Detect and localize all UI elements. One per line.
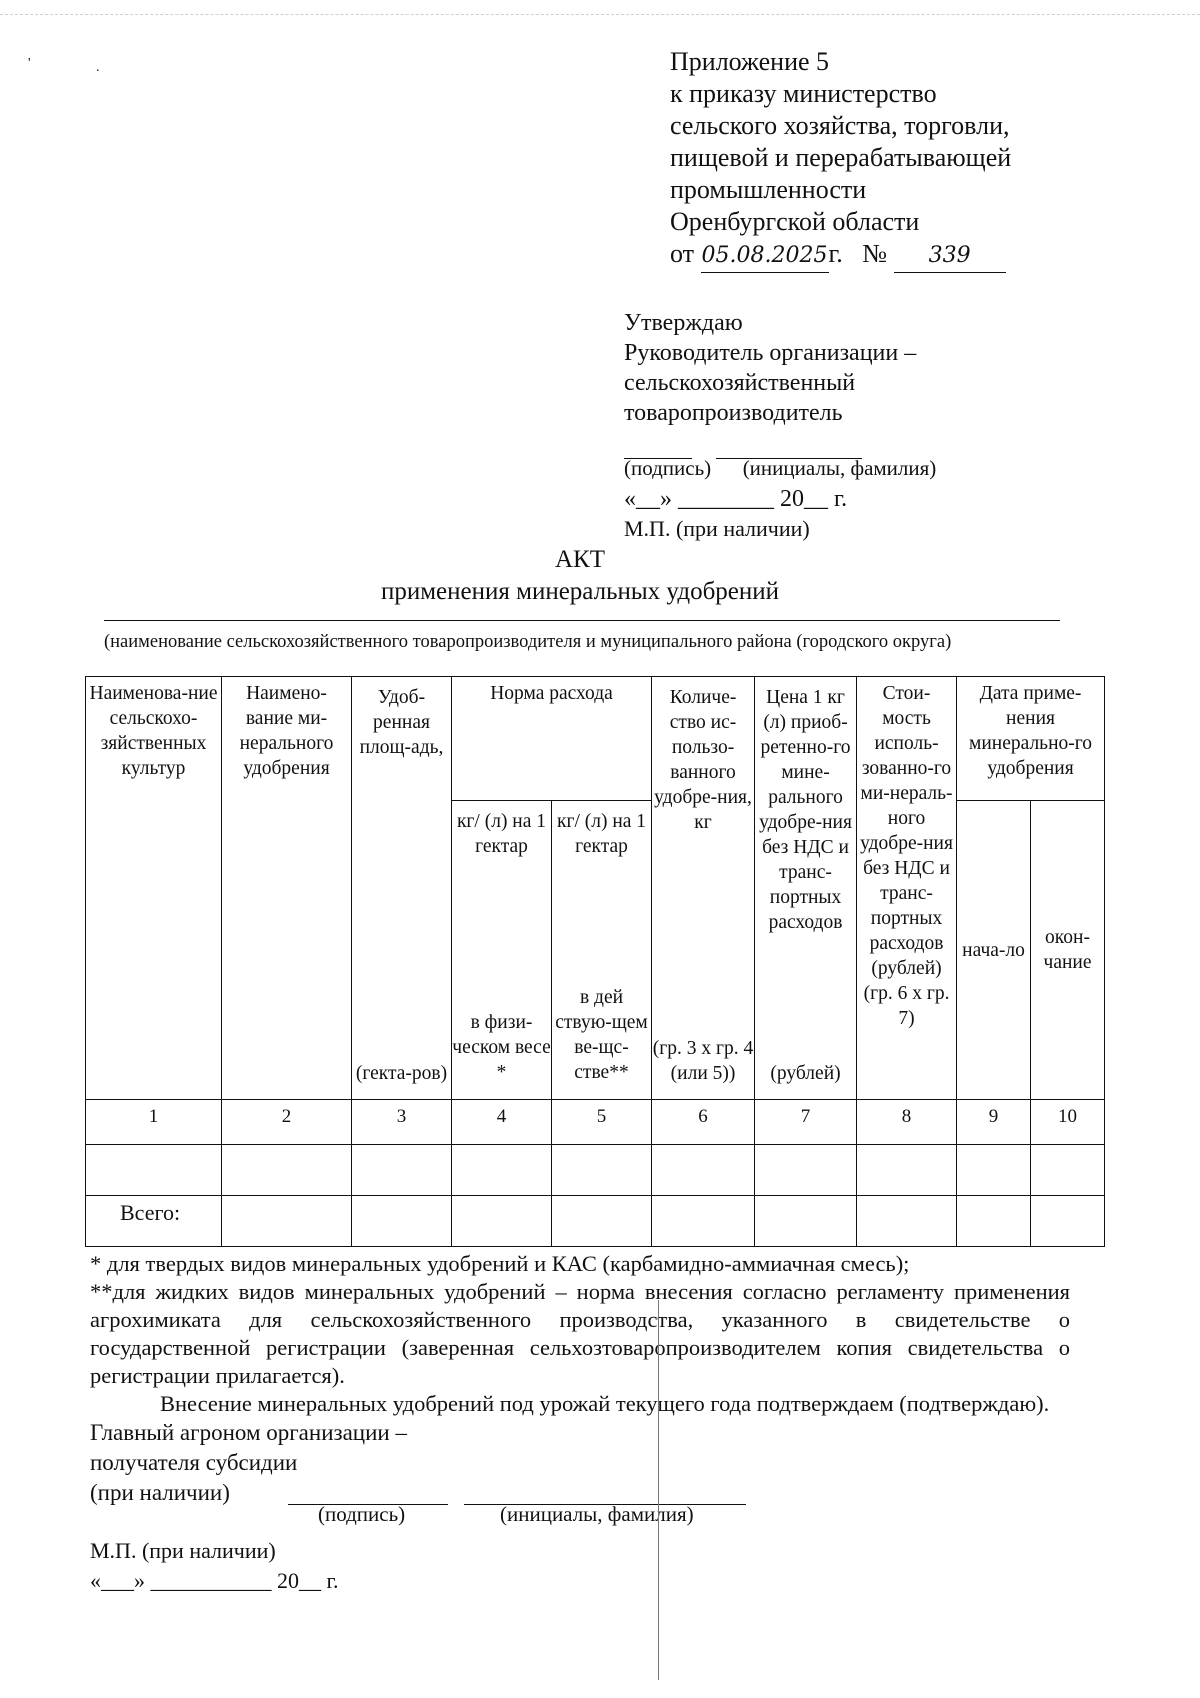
agronomist-stamp-note: М.П. (при наличии) — [90, 1538, 276, 1563]
header-end — [1031, 801, 1105, 1100]
document-title: АКТ — [555, 546, 605, 573]
table-cell[interactable] — [652, 1145, 755, 1196]
appendix-line: к приказу министерство — [670, 79, 937, 108]
header-text: Количе-ство ис-пользо-ванного удобре-ния, кг — [654, 687, 752, 833]
agronomist-signature-caption: (подпись) — [318, 1502, 406, 1526]
header-norm-physical — [452, 801, 552, 1100]
column-number: 2 — [222, 1100, 352, 1145]
header-price — [755, 677, 857, 1100]
order-date: 05.08.2025 — [701, 243, 828, 268]
header-fertilizer-name — [222, 677, 352, 1100]
appendix-line: промышленности — [670, 175, 867, 204]
header-text: Наименова-ние сельскохо-зяйственных культур — [89, 683, 218, 779]
column-number: 3 — [352, 1100, 452, 1145]
approval-line: Утверждаю — [624, 310, 743, 336]
header-area — [352, 677, 452, 1100]
footnotes — [90, 1250, 1070, 1418]
header-text: Стои-мость исполь-зованно-го ми-нераль-ного удобре-ния без НДС и транс-портных расходов (рублей) (гр. 6 х гр. 7) — [860, 683, 953, 1029]
name-caption: (инициалы, фамилия) — [742, 456, 937, 480]
scan-mark: ' — [28, 56, 31, 71]
header-quantity — [652, 677, 755, 1100]
column-number: 1 — [86, 1100, 222, 1145]
table-cell[interactable] — [652, 1196, 755, 1247]
approval-date-line: «__» ________ 20__ г. — [624, 486, 848, 512]
header-formula: (гр. 3 х гр. 4 (или 5)) — [652, 1038, 754, 1084]
appendix-line: Приложение 5 — [670, 47, 830, 76]
table-cell[interactable] — [755, 1196, 857, 1247]
header-unit: (рублей) — [770, 1063, 841, 1084]
approval-signature-blanks — [624, 432, 862, 459]
table-cell[interactable] — [552, 1145, 652, 1196]
column-number-row — [86, 1100, 1105, 1145]
agronomist-line: получателя субсидии — [90, 1450, 298, 1475]
table-cell[interactable] — [222, 1145, 352, 1196]
agronomist-date-line: «___» ___________ 20__ г. — [90, 1568, 339, 1593]
table-cell[interactable] — [1031, 1145, 1105, 1196]
table-row — [86, 1145, 1105, 1196]
table-cell[interactable] — [222, 1196, 352, 1247]
table-cell[interactable] — [352, 1145, 452, 1196]
header-text: в дей ствую-щем ве-щс-стве** — [555, 987, 648, 1083]
header-norm-active — [552, 801, 652, 1100]
approval-line: Руководитель организации – — [624, 340, 917, 366]
header-text: Дата приме-нения минерально-го удобрения — [969, 683, 1093, 779]
table-cell[interactable] — [86, 1145, 222, 1196]
table-cell[interactable] — [1031, 1196, 1105, 1247]
agronomist-line: Главный агроном организации – — [90, 1420, 407, 1445]
table-cell[interactable] — [857, 1196, 957, 1247]
appendix-block — [670, 46, 1011, 273]
table-cell[interactable] — [352, 1196, 452, 1247]
order-number-field — [894, 238, 1006, 273]
signature-caption: (подпись) — [624, 456, 712, 480]
agronomist-line: (при наличии) — [90, 1480, 230, 1505]
approval-stamp-note: М.П. (при наличии) — [624, 516, 810, 541]
total-label: Всего: — [86, 1196, 222, 1247]
order-date-number-line — [670, 238, 1011, 273]
appendix-line: пищевой и перерабатывающей — [670, 143, 1012, 172]
approval-captions — [624, 456, 936, 481]
table-cell[interactable] — [755, 1145, 857, 1196]
header-text: нача-ло — [962, 939, 1025, 961]
column-number: 9 — [957, 1100, 1031, 1145]
header-unit: (гекта-ров) — [355, 1063, 448, 1084]
appendix-line: сельского хозяйства, торговли, — [670, 111, 1010, 140]
column-number: 7 — [755, 1100, 857, 1145]
header-cost — [857, 677, 957, 1100]
scan-fold-line — [658, 1300, 659, 1680]
organization-name-caption: (наименование сельскохозяйственного товаропроизводителя и муниципального района (городского округа) — [104, 632, 952, 652]
column-number: 5 — [552, 1100, 652, 1145]
organization-name-line — [104, 620, 1060, 621]
column-number: 4 — [452, 1100, 552, 1145]
document-subtitle: применения минеральных удобрений — [380, 578, 780, 605]
header-text: кг/ (л) на 1 гектар — [456, 811, 547, 857]
confirmation-text: Внесение минеральных удобрений под урожай текущего года подтверждаем (подтверждаю). — [160, 1391, 1050, 1416]
scan-mark: . — [96, 60, 100, 75]
header-text: Удоб-ренная площ-адь, — [359, 687, 444, 758]
year-suffix: г. — [828, 239, 843, 268]
column-number: 8 — [857, 1100, 957, 1145]
header-application-date — [957, 677, 1105, 801]
appendix-line: Оренбургской области — [670, 207, 920, 236]
header-text: Цена 1 кг (л) приоб-ретенно-го мине-рального удобре-ния без НДС и транс-портных расходов — [759, 687, 852, 933]
header-text: в физи-ческом весе * — [452, 1012, 551, 1083]
agronomist-name-caption: (инициалы, фамилия) — [500, 1502, 694, 1526]
table-cell[interactable] — [957, 1145, 1031, 1196]
total-row — [86, 1196, 1105, 1247]
header-text: Норма расхода — [490, 683, 613, 704]
table-cell[interactable] — [452, 1145, 552, 1196]
approval-block — [624, 308, 916, 428]
column-number: 6 — [652, 1100, 755, 1145]
header-text: окон-чание — [1043, 927, 1092, 973]
approval-line: сельскохозяйственный — [624, 370, 856, 396]
header-consumption-norm — [452, 677, 652, 801]
table-cell[interactable] — [552, 1196, 652, 1247]
from-prefix: от — [670, 239, 695, 268]
footnote-solid: * для твердых видов минеральных удобрений и КАС (карбамидно-аммиачная смесь); — [90, 1251, 910, 1276]
approval-line: товаропроизводитель — [624, 400, 843, 426]
scan-top-edge — [0, 14, 1200, 15]
header-text: кг/ (л) на 1 гектар — [556, 811, 647, 857]
table-cell[interactable] — [957, 1196, 1031, 1247]
fertilizer-application-table — [85, 676, 1105, 1247]
footnote-liquid: **для жидких видов минеральных удобрений – норма внесения согласно регламенту применения агрохимиката для сельскохозяйственного производства, указанного в свидетельстве о государственной регистрации (заверенная сельхозтоваропроизводителем копия свидетельства о регистрации прилагается). — [90, 1279, 1070, 1388]
header-text: Наимено-вание ми-нерального удобрения — [239, 683, 334, 779]
table-cell[interactable] — [857, 1145, 957, 1196]
table-cell[interactable] — [452, 1196, 552, 1247]
header-crop-name — [86, 677, 222, 1100]
column-number: 10 — [1031, 1100, 1105, 1145]
number-sign: № — [862, 239, 888, 268]
order-number: 339 — [928, 243, 971, 268]
header-start — [957, 801, 1031, 1100]
order-date-field — [701, 238, 829, 273]
